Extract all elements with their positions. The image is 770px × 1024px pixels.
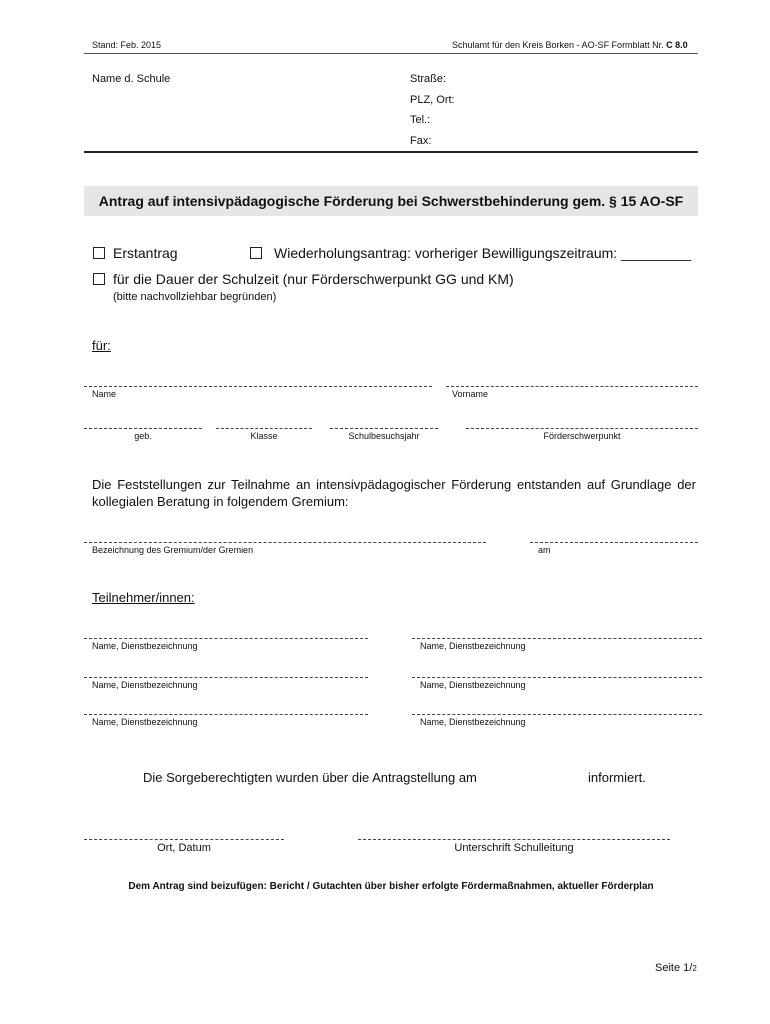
unterschrift-caption: Unterschrift Schulleitung [454, 842, 574, 854]
participant-line-5[interactable] [84, 714, 368, 715]
form-number: C 8.0 [666, 40, 688, 50]
participant-caption-6: Name, Dienstbezeichnung [420, 717, 526, 727]
ort-datum-caption: Ort, Datum [157, 842, 211, 854]
school-name-label: Name d. Schule [92, 73, 171, 85]
foerderschwerpunkt-line[interactable] [466, 428, 698, 429]
unterschrift-line[interactable] [358, 839, 670, 840]
participant-line-6[interactable] [412, 714, 702, 715]
geb-caption: geb. [134, 431, 152, 441]
form-title: Antrag auf intensivpädagogische Förderung bei Schwerstbehinderung gem. § 15 AO-SF [84, 186, 698, 216]
erstantrag-checkbox[interactable] [93, 247, 105, 259]
fuer-label: für: [92, 338, 111, 353]
name-caption: Name [92, 389, 117, 399]
sorge-informiert: informiert. [588, 770, 646, 785]
schulamt-text: Schulamt für den Kreis Borken - AO-SF Formblatt Nr. [452, 40, 664, 50]
participant-caption-3: Name, Dienstbezeichnung [92, 680, 198, 690]
sorge-text: Die Sorgeberechtigten wurden über die Antragstellung am [143, 770, 477, 785]
dauer-note: (bitte nachvollziehbar begründen) [113, 291, 277, 303]
participant-line-3[interactable] [84, 677, 368, 678]
feststellungen-text: Die Feststellungen zur Teilnahme an intensivpädagogischer Förderung entstanden auf Grundlage der kollegialen Beratung in folgendem Gremium: [92, 477, 696, 509]
page-label: Seite 1/ [655, 962, 693, 974]
participant-caption-4: Name, Dienstbezeichnung [420, 680, 526, 690]
participant-line-1[interactable] [84, 638, 368, 639]
erstantrag-label: Erstantrag [113, 245, 178, 261]
stand-date: Stand: Feb. 2015 [92, 40, 162, 50]
school-block-rule [84, 151, 698, 153]
participant-caption-5: Name, Dienstbezeichnung [92, 717, 198, 727]
ort-datum-line[interactable] [84, 839, 284, 840]
foerderschwerpunkt-caption: Förderschwerpunkt [543, 431, 621, 441]
dauer-checkbox[interactable] [93, 273, 105, 285]
name-line[interactable] [84, 386, 432, 387]
participant-line-4[interactable] [412, 677, 702, 678]
attachments-note: Dem Antrag sind beizufügen: Bericht / Gutachten über bisher erfolgte Fördermaßnahmen, aktueller Förderplan [128, 881, 654, 892]
plz-label: PLZ, Ort: [410, 94, 455, 106]
tel-label: Tel.: [410, 114, 431, 126]
gremium-date-caption: am [538, 545, 551, 555]
fax-label: Fax: [410, 135, 432, 147]
page-total: 2 [692, 964, 697, 973]
participant-caption-2: Name, Dienstbezeichnung [420, 641, 526, 651]
vorname-caption: Vorname [452, 389, 489, 399]
page-number [655, 962, 697, 974]
wiederholung-checkbox[interactable] [250, 247, 262, 259]
gremium-date-line[interactable] [530, 542, 698, 543]
klasse-caption: Klasse [250, 431, 278, 441]
schulbesuchsjahr-line[interactable] [330, 428, 438, 429]
klasse-line[interactable] [216, 428, 312, 429]
participant-line-2[interactable] [412, 638, 702, 639]
street-label: Straße: [410, 73, 447, 85]
gremium-caption: Bezeichnung des Gremium/der Gremien [92, 545, 254, 555]
geb-line[interactable] [84, 428, 202, 429]
header-rule [84, 53, 698, 54]
vorname-line[interactable] [446, 386, 698, 387]
schulbesuchsjahr-caption: Schulbesuchsjahr [348, 431, 420, 441]
gremium-line[interactable] [84, 542, 486, 543]
teilnehmer-label: Teilnehmer/innen: [92, 590, 195, 605]
participant-caption-1: Name, Dienstbezeichnung [92, 641, 198, 651]
schulamt-header [452, 40, 688, 50]
dauer-label: für die Dauer der Schulzeit (nur Förderschwerpunkt GG und KM) [113, 271, 514, 287]
wiederholung-label: Wiederholungsantrag: vorheriger Bewilligungszeitraum: _________ [274, 245, 692, 261]
